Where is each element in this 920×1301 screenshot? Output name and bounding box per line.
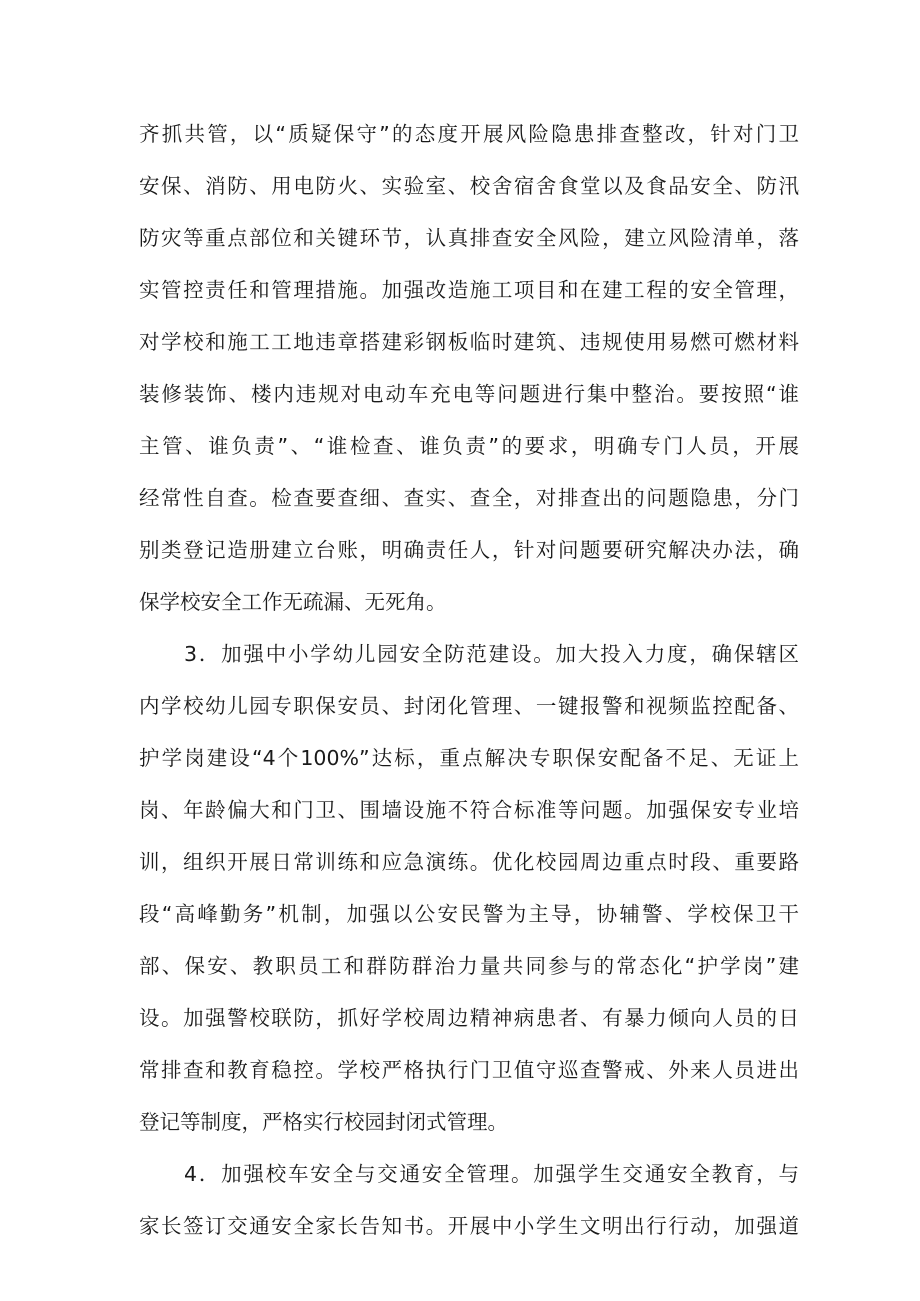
text-line: 部、保安、教职员工和群防群治力量共同参与的常态化“护学岗”建 (139, 954, 799, 978)
text-line: 主管、谁负责”、“谁检查、谁负责”的要求，明确专门人员，开展 (139, 434, 799, 458)
text-line: 设。加强警校联防，抓好学校周边精神病患者、有暴力倾向人员的日 (139, 1006, 799, 1030)
text-line: 装修装饰、楼内违规对电动车充电等问题进行集中整治。要按照“谁 (139, 382, 799, 406)
text-line: 齐抓共管，以“质疑保守”的态度开展风险隐患排查整改，针对门卫 (139, 122, 799, 146)
text-line: 防灾等重点部位和关键环节，认真排查安全风险，建立风险清单，落 (139, 226, 799, 250)
text-line: 实管控责任和管理措施。加强改造施工项目和在建工程的安全管理， (139, 278, 799, 302)
text-line: 经常性自查。检查要查细、查实、查全，对排查出的问题隐患，分门 (139, 486, 799, 510)
text-line: 对学校和施工工地违章搭建彩钢板临时建筑、违规使用易燃可燃材料 (139, 330, 799, 354)
text-line: 3．加强中小学幼儿园安全防范建设。加大投入力度，确保辖区 (184, 642, 799, 666)
text-line: 护学岗建设“4个100%”达标，重点解决专职保安配备不足、无证上 (139, 746, 799, 770)
text-line: 别类登记造册建立台账，明确责任人，针对问题要研究解决办法，确 (139, 538, 799, 562)
text-line: 段“高峰勤务”机制，加强以公安民警为主导，协辅警、学校保卫干 (139, 902, 799, 926)
text-line: 岗、年龄偏大和门卫、围墙设施不符合标准等问题。加强保安专业培 (139, 798, 799, 822)
text-line: 常排查和教育稳控。学校严格执行门卫值守巡查警戒、外来人员进出 (139, 1058, 799, 1082)
text-line: 安保、消防、用电防火、实验室、校舍宿舍食堂以及食品安全、防汛 (139, 174, 799, 198)
text-line: 4．加强校车安全与交通安全管理。加强学生交通安全教育，与 (184, 1162, 799, 1186)
text-line: 登记等制度，严格实行校园封闭式管理。 (139, 1110, 508, 1134)
text-line: 内学校幼儿园专职保安员、封闭化管理、一键报警和视频监控配备、 (139, 694, 799, 718)
text-line: 保学校安全工作无疏漏、无死角。 (139, 590, 447, 614)
text-line: 家长签订交通安全家长告知书。开展中小学生文明出行行动，加强道 (139, 1214, 799, 1238)
text-line: 训，组织开展日常训练和应急演练。优化校园周边重点时段、重要路 (139, 850, 799, 874)
